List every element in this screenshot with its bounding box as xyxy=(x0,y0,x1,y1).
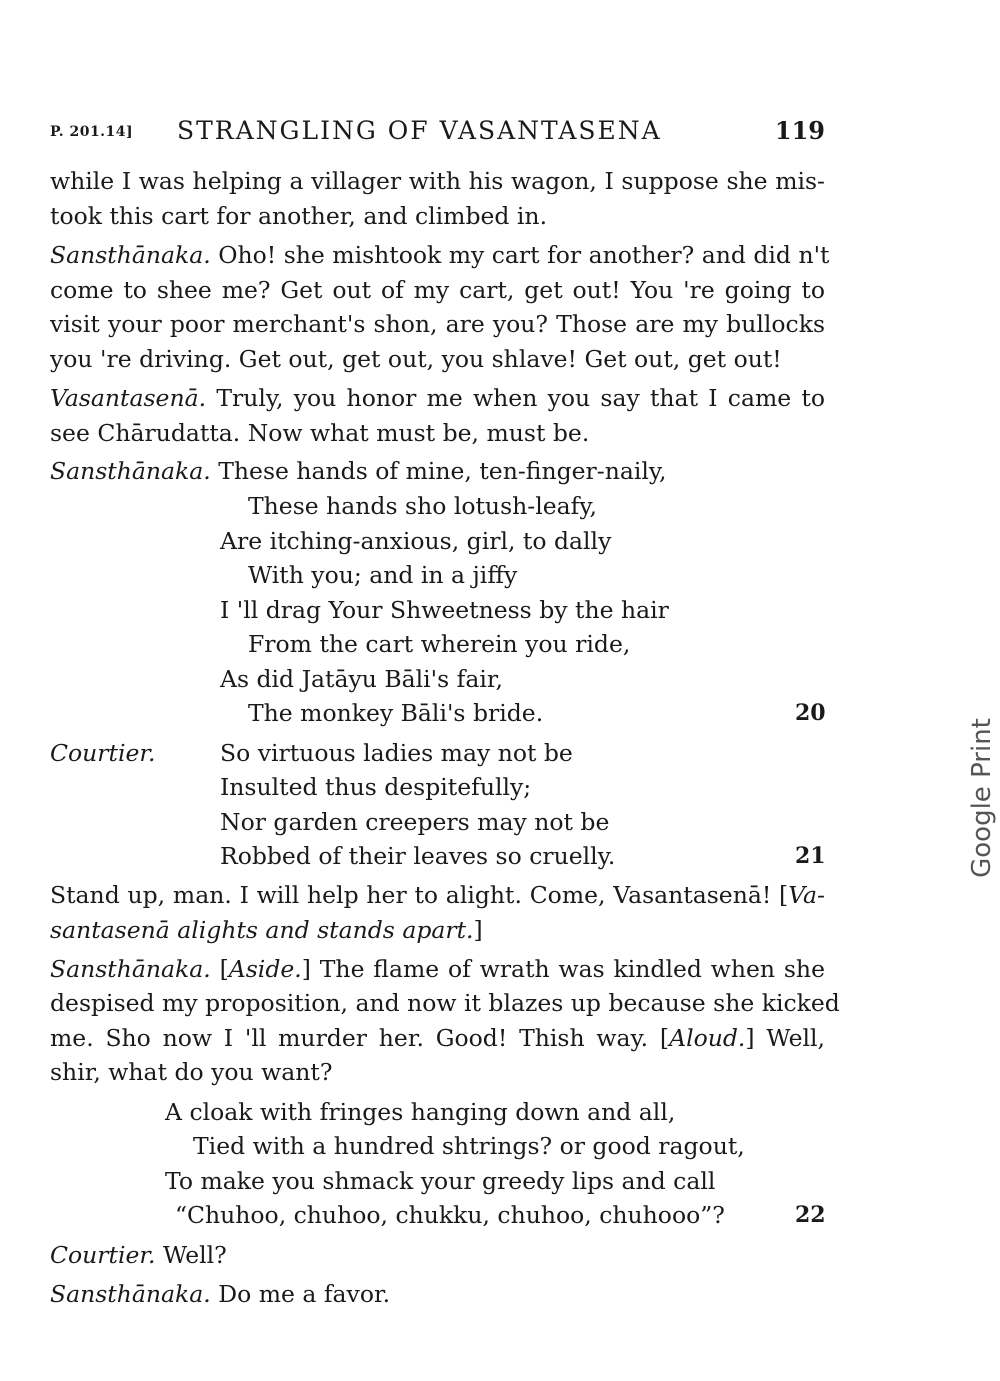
verse-line: From the cart wherein you ride, xyxy=(248,630,631,658)
speaker-name: Sansthānaka. xyxy=(50,241,211,269)
chapter-title: STRANGLING OF VASANTASENA xyxy=(177,116,662,145)
page-reference: P. 201.14] xyxy=(50,124,134,140)
verse-line: Insulted thus despitefully; xyxy=(220,773,532,801)
text-line: Sansthānaka. These hands of mine, ten-finger-naily, xyxy=(50,457,667,485)
text-line: Stand up, man. I will help her to alight. Come, Vasantasenā! [Va- xyxy=(50,881,825,909)
verse-line: I 'll drag Your Shweetness by the hair xyxy=(220,596,669,624)
speaker-name: Sansthānaka. xyxy=(50,955,211,983)
verse-line: With you; and in a jiffy xyxy=(248,561,518,589)
text-line: Sansthānaka. Do me a favor. xyxy=(50,1280,391,1308)
verse-number: 20 xyxy=(795,700,826,726)
text-line: despised my proposition, and now it blazes up because she kicked xyxy=(50,989,840,1017)
text-line: Sansthānaka. [Aside.] The flame of wrath was kindled when she xyxy=(50,955,825,983)
verse-line: Tied with a hundred shtrings? or good ragout, xyxy=(193,1132,745,1160)
text-line: santasenā alights and stands apart.] xyxy=(50,916,483,944)
text-line: Vasantasenā. Truly, you honor me when you say that I came to xyxy=(50,384,825,412)
verse-line: These hands sho lotush-leafy, xyxy=(248,492,597,520)
text-line: me. Sho now I 'll murder her. Good! Thish way. [Aloud.] Well, xyxy=(50,1024,825,1052)
page-number: 119 xyxy=(774,116,825,145)
speaker-name: Courtier. xyxy=(50,739,156,767)
text-line: see Chārudatta. Now what must be, must be. xyxy=(50,419,590,447)
speaker-name: Vasantasenā. xyxy=(50,384,207,412)
verse-line: The monkey Bāli's bride. xyxy=(248,699,544,727)
text-line: Sansthānaka. Oho! she mishtook my cart for another? and did n't xyxy=(50,241,830,269)
verse-line: So virtuous ladies may not be xyxy=(220,739,573,767)
verse-line: A cloak with fringes hanging down and all, xyxy=(165,1098,676,1126)
verse-line: As did Jatāyu Bāli's fair, xyxy=(220,665,503,693)
verse-line: Nor garden creepers may not be xyxy=(220,808,610,836)
text-line: visit your poor merchant's shon, are you? Those are my bullocks xyxy=(50,310,825,338)
text-line: shir, what do you want? xyxy=(50,1058,333,1086)
text-line: Courtier. Well? xyxy=(50,1241,227,1269)
verse-line: “Chuhoo, chuhoo, chukku, chuhoo, chuhooo”? xyxy=(175,1201,725,1229)
text-line: took this cart for another, and climbed in. xyxy=(50,202,548,230)
verse-number: 21 xyxy=(795,843,826,869)
verse-line: Robbed of their leaves so cruelly. xyxy=(220,842,616,870)
verse-line: Are itching-anxious, girl, to dally xyxy=(220,527,612,555)
text-line: come to shee me? Get out of my cart, get out! You 're going to xyxy=(50,276,825,304)
running-header xyxy=(50,116,825,148)
text-line: you 're driving. Get out, get out, you shlave! Get out, get out! xyxy=(50,345,782,373)
google-print-watermark: Google Print xyxy=(967,718,997,878)
speaker-name: Sansthānaka. xyxy=(50,1280,211,1308)
text-line: while I was helping a villager with his wagon, I suppose she mis- xyxy=(50,167,825,195)
speaker-name: Courtier. xyxy=(50,1241,156,1269)
verse-line: To make you shmack your greedy lips and call xyxy=(165,1167,716,1195)
speaker-name: Sansthānaka. xyxy=(50,457,211,485)
verse-number: 22 xyxy=(795,1202,826,1228)
